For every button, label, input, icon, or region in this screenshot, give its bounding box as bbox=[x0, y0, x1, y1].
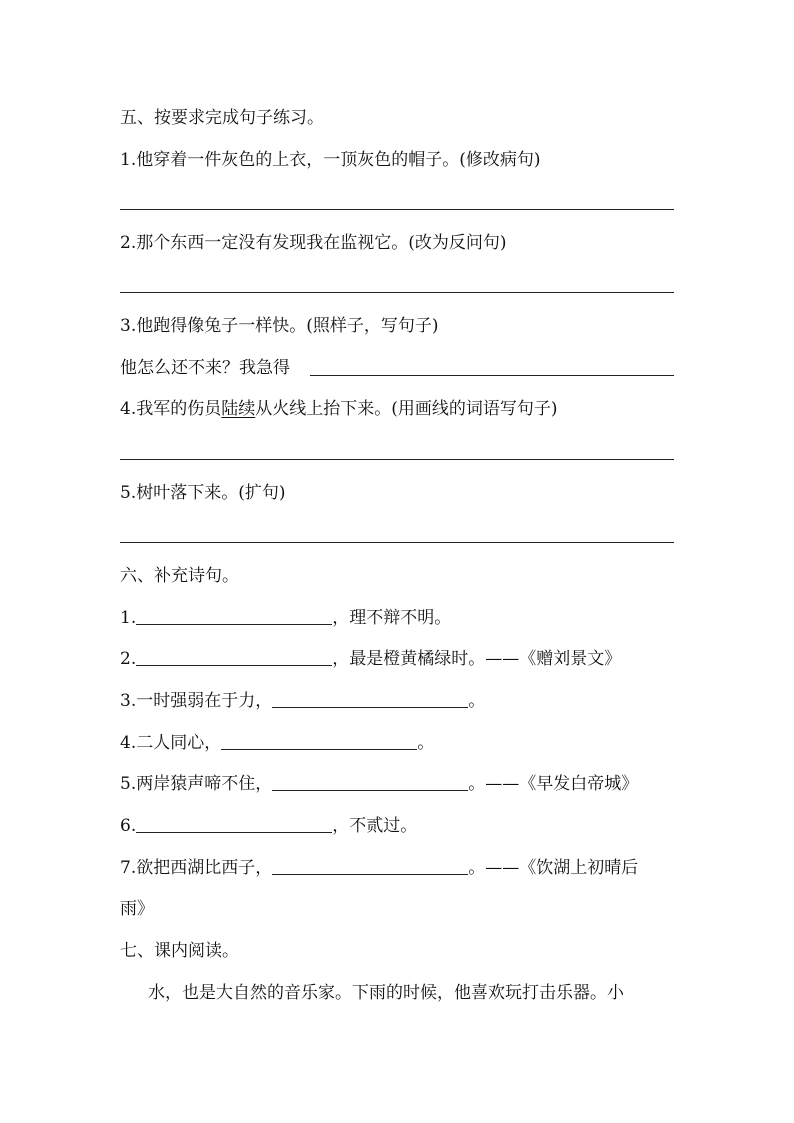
poem-7 bbox=[120, 857, 638, 879]
question-2: 2.那个东西一定没有发现我在监视它。(改为反问句) bbox=[120, 233, 507, 253]
question-4 bbox=[120, 398, 558, 420]
question-3: 3.他跑得像兔子一样快。(照样子，写句子) bbox=[120, 316, 439, 336]
poem-6 bbox=[120, 815, 417, 837]
reading-paragraph: 水，也是大自然的音乐家。下雨的时候，他喜欢玩打击乐器。小 bbox=[148, 983, 624, 1003]
poem-5 bbox=[120, 773, 638, 795]
question-4-post: 从火线上抬下来。(用画线的词语写句子) bbox=[255, 399, 558, 419]
poem-5-post: 。——《早发白帝城》 bbox=[468, 774, 639, 794]
poem-3-post: 。 bbox=[468, 691, 486, 711]
poem-2-post: ，最是橙黄橘绿时。——《赠刘景文》 bbox=[332, 649, 622, 669]
poem-1-blank[interactable] bbox=[136, 608, 332, 625]
answer-line-3[interactable] bbox=[310, 375, 674, 376]
poem-2 bbox=[120, 648, 621, 670]
poem-6-blank[interactable] bbox=[136, 816, 332, 833]
poem-3 bbox=[120, 690, 485, 712]
question-5: 5.树叶落下来。(扩句) bbox=[120, 483, 286, 503]
poem-4-post: 。 bbox=[417, 733, 435, 753]
poem-7-continued: 雨》 bbox=[120, 899, 154, 919]
poem-3-blank[interactable] bbox=[272, 691, 468, 708]
question-3-prompt-text: 他怎么还不来？我急得 bbox=[120, 358, 290, 378]
section-5-heading: 五、按要求完成句子练习。 bbox=[120, 108, 324, 128]
question-4-pre: 4.我军的伤员 bbox=[120, 399, 222, 419]
poem-5-pre: 5.两岸猿声啼不住， bbox=[120, 774, 273, 794]
poem-7-post: 。——《饮湖上初晴后 bbox=[468, 858, 639, 878]
answer-line-5[interactable] bbox=[120, 542, 674, 543]
poem-3-pre: 3.一时强弱在于力， bbox=[120, 691, 273, 711]
question-1: 1.他穿着一件灰色的上衣，一顶灰色的帽子。(修改病句) bbox=[120, 150, 541, 170]
poem-4-blank[interactable] bbox=[221, 733, 417, 750]
poem-1 bbox=[120, 607, 451, 629]
poem-7-pre: 7.欲把西湖比西子， bbox=[120, 858, 273, 878]
section-6-heading: 六、补充诗句。 bbox=[120, 566, 239, 586]
poem-6-post: ，不贰过。 bbox=[332, 816, 418, 836]
poem-5-blank[interactable] bbox=[272, 774, 468, 791]
answer-line-2[interactable] bbox=[120, 292, 674, 293]
poem-7-blank[interactable] bbox=[272, 858, 468, 875]
poem-6-num: 6. bbox=[120, 816, 137, 836]
poem-2-num: 2. bbox=[120, 649, 137, 669]
section-7-heading: 七、课内阅读。 bbox=[120, 941, 239, 961]
question-3-prompt bbox=[120, 357, 290, 379]
poem-1-post: ，理不辩不明。 bbox=[332, 608, 452, 628]
poem-2-blank[interactable] bbox=[136, 649, 332, 666]
poem-1-num: 1. bbox=[120, 608, 137, 628]
poem-4 bbox=[120, 732, 434, 754]
answer-line-1[interactable] bbox=[120, 209, 674, 210]
underlined-word: 陆续 bbox=[221, 399, 256, 419]
poem-4-pre: 4.二人同心， bbox=[120, 733, 222, 753]
answer-line-4[interactable] bbox=[120, 459, 674, 460]
